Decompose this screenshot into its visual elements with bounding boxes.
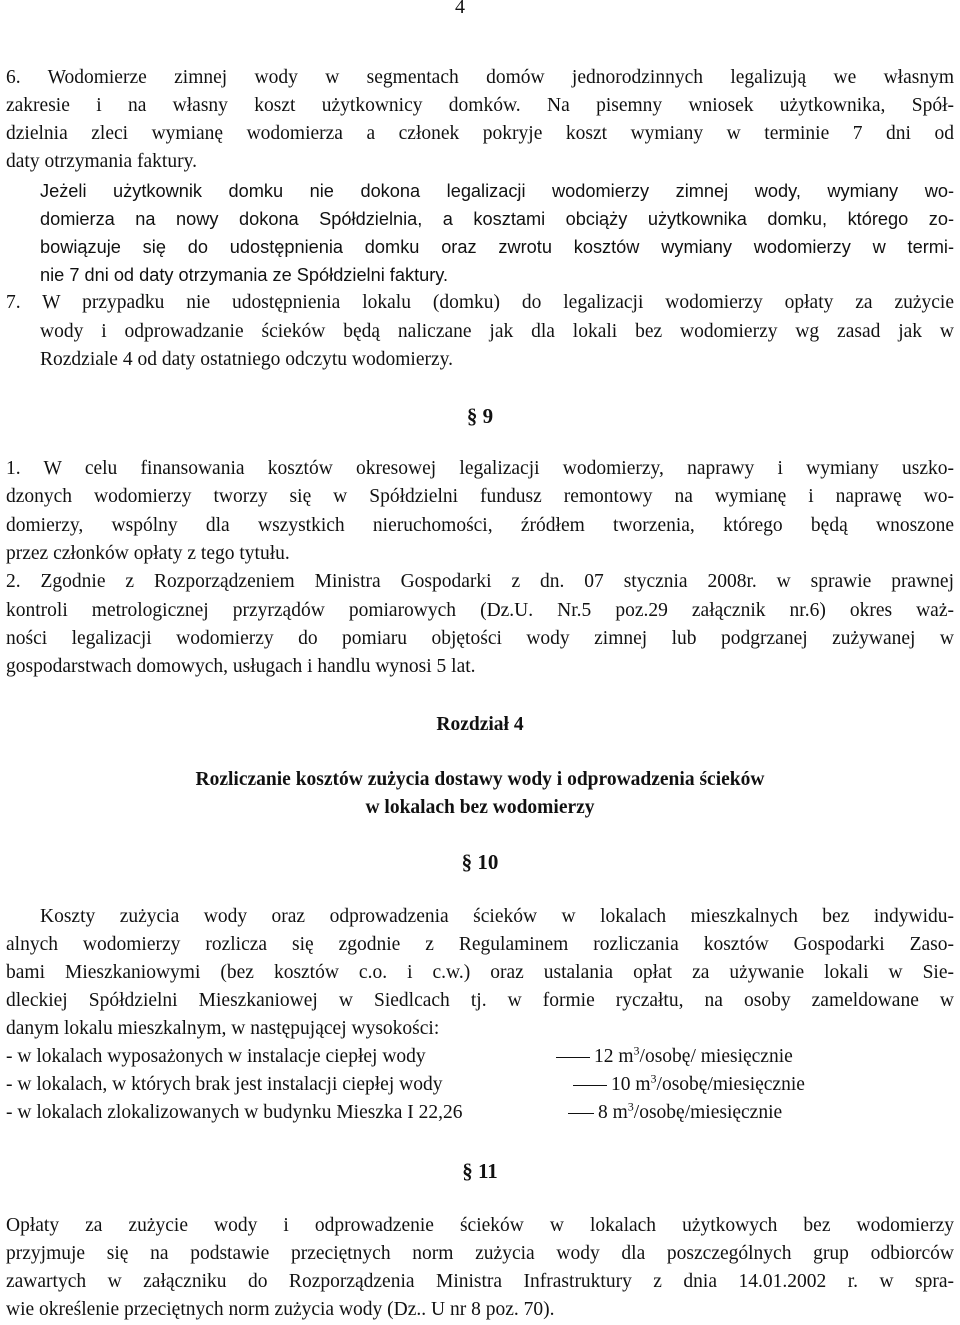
dash-separator — [573, 1085, 607, 1086]
paragraph-line: daty otrzymania faktury. — [6, 151, 197, 172]
paragraph-line: wie określenie przeciętnych norm zużycia wody (Dz.. U nr 8 poz. 70). — [6, 1299, 555, 1320]
paragraph-line: zakresie i na własny koszt użytkownicy domków. Na pisemny wniosek użytkownika, Spół- — [6, 95, 954, 116]
paragraph-line: zawartych w załączniku do Rozporządzenia Ministra Infrastruktury z dnia 14.01.2002 r. w spra- — [6, 1271, 954, 1292]
paragraph-line: wody i odprowadzanie ścieków będą naliczane jak dla lokali bez wodomierzy wg zasad jak w — [40, 321, 954, 342]
paragraph-line: 7. W przypadku nie udostępnienia lokalu (domku) do legalizacji wodomierzy opłaty za zużycie — [6, 292, 954, 313]
paragraph-line: ności legalizacji wodomierzy do pomiaru objętości wody zimnej lub podgrzanej zużywanej w — [6, 628, 954, 649]
rate-unit: /osobę/ miesięcznie — [639, 1046, 793, 1067]
paragraph-line: 2. Zgodnie z Rozporządzeniem Ministra Gospodarki z dn. 07 stycznia 2008r. w sprawie prawnej — [6, 571, 954, 592]
paragraph-line: przyjmuje się na podstawie przeciętnych norm zużycia wody dla poszczególnych grup odbiorców — [6, 1243, 954, 1264]
rate-label: - w lokalach zlokalizowanych w budynku Mieszka I 22,26 — [6, 1102, 463, 1123]
paragraph-line: danym lokalu mieszkalnym, w następującej wysokości: — [6, 1018, 440, 1039]
rate-row — [6, 1043, 954, 1071]
rate-exponent: 3 — [650, 1071, 657, 1086]
rate-unit: /osobę/miesięcznie — [633, 1102, 783, 1123]
paragraph-line: alnych wodomierzy rozlicza się zgodnie z Regulaminem rozliczania kosztów Gospodarki Zaso- — [6, 934, 954, 955]
paragraph-line: Rozdziale 4 od daty ostatniego odczytu wodomierzy. — [40, 349, 453, 370]
paragraph-line: domierza na nowy dokona Spółdzielnia, a kosztami obciąży użytkownika domku, którego zo- — [40, 209, 954, 229]
paragraph-line: Opłaty za zużycie wody i odprowadzenie ścieków w lokalach użytkowych bez wodomierzy — [6, 1215, 954, 1236]
chapter-subtitle: Rozliczanie kosztów zużycia dostawy wody i odprowadzenia ścieków — [195, 769, 765, 790]
section-11-heading: § 11 — [462, 1159, 498, 1183]
rate-amount: 10 m — [611, 1074, 651, 1095]
dash-separator — [556, 1057, 590, 1058]
section-10-heading: § 10 — [461, 850, 499, 874]
chapter-title: Rozdział 4 — [436, 714, 524, 735]
rate-row — [6, 1071, 954, 1099]
rate-unit: /osobę/miesięcznie — [656, 1074, 805, 1095]
paragraph-line: 6. Wodomierze zimnej wody w segmentach domów jednorodzinnych legalizują we własnym — [6, 67, 954, 88]
rate-label: - w lokalach, w których brak jest instalacji ciepłej wody — [6, 1074, 443, 1095]
paragraph-line: 1. W celu finansowania kosztów okresowej legalizacji wodomierzy, naprawy i wymiany uszko- — [6, 458, 954, 479]
paragraph-line: dleckiej Spółdzielni Mieszkaniowej w Siedlcach tj. w formie ryczałtu, na osoby zameldowane w — [6, 990, 954, 1011]
paragraph-line: nie 7 dni od daty otrzymania ze Spółdzielni faktury. — [40, 265, 449, 285]
paragraph-line: dzielnia zleci wymianę wodomierza a członek pokryje koszt wymiany w terminie 7 dni od — [6, 123, 954, 144]
paragraph-line: Jeżeli użytkownik domku nie dokona legalizacji wodomierzy zimnej wody, wymiany wo- — [40, 181, 954, 201]
paragraph-line: domierzy, wspólny dla wszystkich nieruchomości, źródłem tworzenia, którego będą wnoszone — [6, 515, 954, 536]
paragraph-line: przez członków opłaty z tego tytułu. — [6, 543, 290, 564]
rate-exponent: 3 — [627, 1099, 634, 1114]
paragraph-line: bowiązuje się do udostępnienia domku oraz zwrotu kosztów wymiany wodomierzy w termi- — [40, 237, 954, 257]
paragraph-line: gospodarstwach domowych, usługach i handlu wynosi 5 lat. — [6, 656, 476, 677]
rate-exponent: 3 — [633, 1043, 640, 1058]
rate-label: - w lokalach wyposażonych w instalacje ciepłej wody — [6, 1046, 426, 1067]
rate-row — [6, 1099, 954, 1127]
page-number: 4 — [455, 0, 465, 18]
paragraph-line: bami Mieszkaniowymi (bez kosztów c.o. i c.w.) oraz ustalania opłat za używanie lokali w Sie- — [6, 962, 954, 983]
rate-amount: 12 m — [594, 1046, 634, 1067]
paragraph-line: kontroli metrologicznej przyrządów pomiarowych (Dz.U. Nr.5 poz.29 załącznik nr.6) okres waż- — [6, 600, 954, 621]
dash-separator — [568, 1113, 594, 1114]
paragraph-line: Koszty zużycia wody oraz odprowadzenia ścieków w lokalach mieszkalnych bez indywidu- — [40, 906, 954, 927]
chapter-subtitle: w lokalach bez wodomierzy — [365, 797, 595, 818]
section-9-heading: § 9 — [466, 404, 494, 428]
paragraph-line: dzonych wodomierzy tworzy się w Spółdzielni fundusz remontowy na wymianę i naprawę wo- — [6, 486, 954, 507]
rate-amount: 8 m — [598, 1102, 628, 1123]
